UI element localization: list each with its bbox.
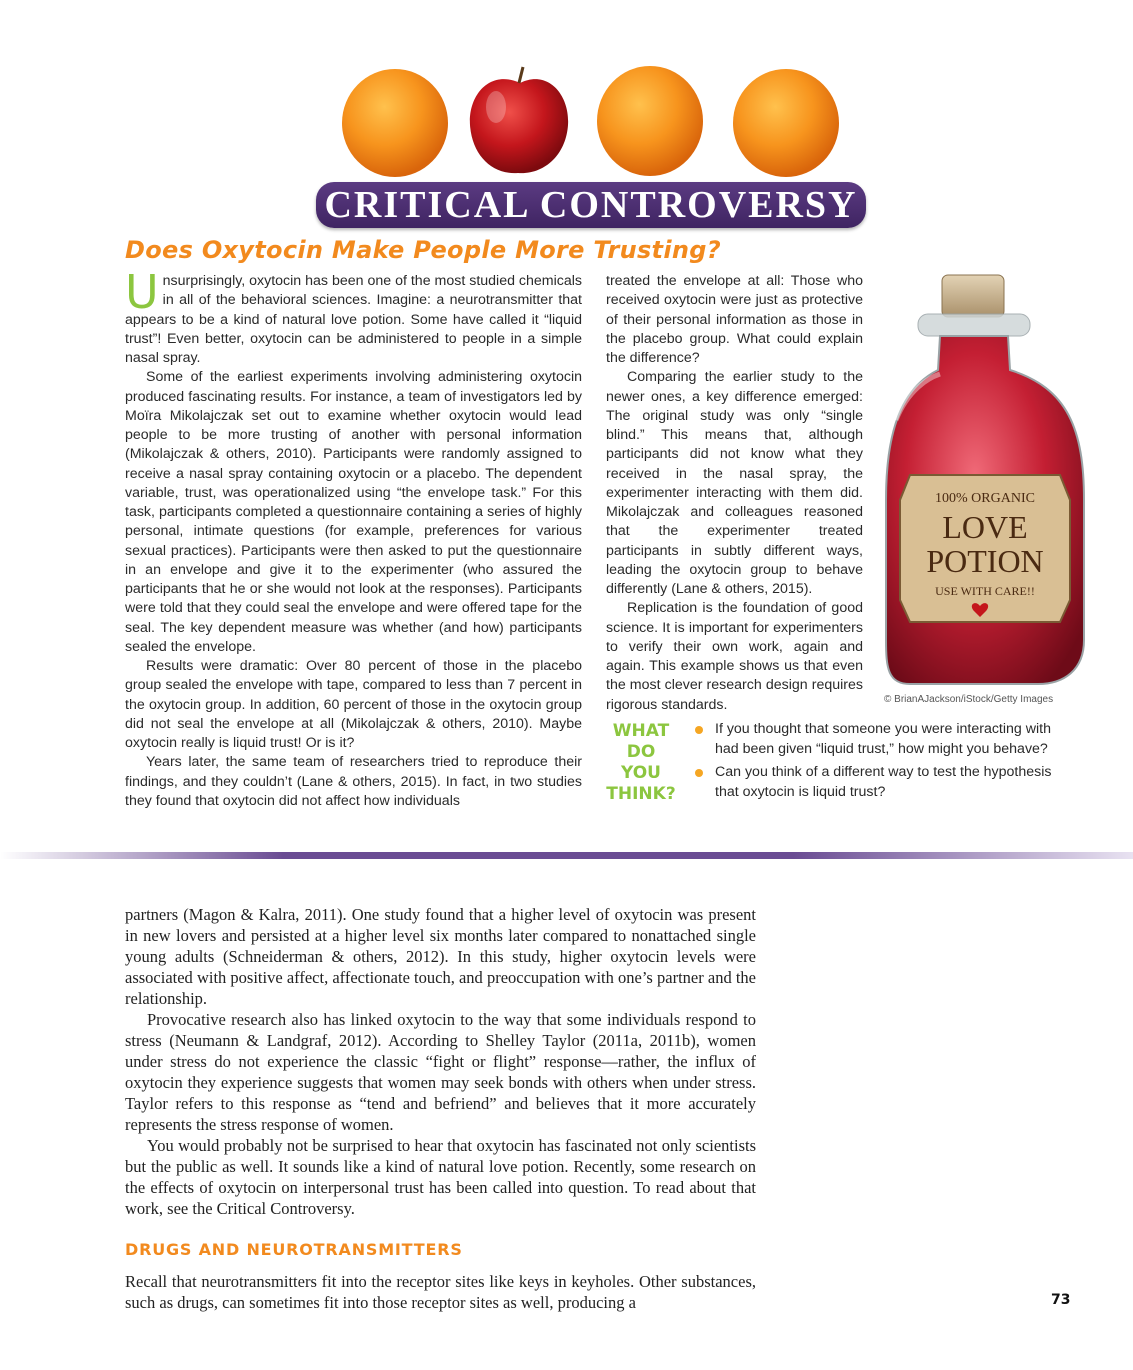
drop-cap: U <box>125 265 159 319</box>
body-paragraph: You would probably not be surprised to hear that oxytocin has fascinated not only scientists but the public as well. It sounds like a kind of natural love potion. Recently, some research on the effects of oxytocin on interpersonal trust has been called into question. To read about that work, see the Critical Controversy. <box>125 1136 756 1218</box>
box-paragraph: Some of the earliest experiments involving administering oxytocin produced fascinating results. For instance, a team of investigators led by Moïra Mikolajczak set out to examine whether oxytocin would lead people to be more trusting of another with personal information (Mikolajczak & others, 2010). Participants were randomly assigned to receive a nasal spray containing oxytocin or a placebo. The dependent variable, trust, was operationalized using “the envelope task.” For this task, participants completed a questionnaire containing a series of highly personal, intimate questions (for example, preferences for various sexual practices). Participants were then asked to put the questionnaire in an envelope and give it to the experimenter (who assured the participants that he or she would not look at the responses). Participants were told that they could seal the envelope and were offered tape for the seal. The key dependent measure was whether (and how) participants sealed the envelope. <box>125 369 582 655</box>
question-item: Can you think of a different way to test the hypothesis that oxytocin is liquid trust? <box>695 763 1065 802</box>
label-use-with-care: USE WITH CARE!! <box>935 584 1035 598</box>
orange-2 <box>597 66 703 176</box>
box-paragraph: Replication is the foundation of good science. It is important for experimenters to verify their own work, again and again. This example shows us that even the most clever research design requires rigorous standards. <box>606 600 863 713</box>
box-paragraph: Results were dramatic: Over 80 percent of those in the placebo group sealed the envelope with tape, compared to less than 7 percent in the oxytocin group. In addition, 60 percent of those in the oxytocin group did not seal the envelope at all (Mikolajczak & others, 2010). Maybe oxytocin really is liquid trust! Or is it? <box>125 658 582 751</box>
box-paragraph: Unsurprisingly, oxytocin has been one of the most studied chemicals in all of the behavioral sciences. Imagine: a neurotransmitter that appears to be a kind of natural love potion. Some have called it “liquid trust”! Even better, oxytocin can be administered to people in a simple nasal spray. <box>125 265 582 366</box>
box-column-1 <box>125 265 582 811</box>
box-column-2 <box>606 272 863 715</box>
question-item: If you thought that someone you were interacting with had been given “liquid trust,” how might you behave? <box>695 720 1065 759</box>
bullet-icon <box>695 726 703 734</box>
orange-3 <box>733 69 839 177</box>
body-paragraph: Recall that neurotransmitters fit into the receptor sites like keys in keyholes. Other substances, such as drugs, can sometimes fit into those receptor sites as well, producing a <box>125 1272 756 1312</box>
label-organic: 100% ORGANIC <box>935 491 1035 506</box>
bottle-label <box>900 475 1070 622</box>
box-paragraph: Comparing the earlier study to the newer ones, a key difference emerged: The original study was only “single blind.” This means that, although participants did not know what they received in the nasal spray, the experimenter interacting with them did. Mikolajczak and colleagues reasoned that the experimenter treated participants in subtly different ways, leading the oxytocin group to behave differently (Lane & others, 2015). <box>606 369 863 597</box>
section-text <box>125 1271 756 1313</box>
page-number: 73 <box>1051 1292 1071 1308</box>
main-text <box>125 904 756 1219</box>
bullet-icon <box>695 769 703 777</box>
section-divider <box>0 852 1133 859</box>
love-potion-bottle-photo <box>878 270 1098 690</box>
what-do-you-think-questions <box>695 720 1065 806</box>
critical-controversy-banner: CRITICAL CONTROVERSY <box>316 182 866 228</box>
section-heading: DRUGS AND NEUROTRANSMITTERS <box>125 1240 463 1259</box>
red-apple <box>470 67 568 173</box>
orange-1 <box>342 69 448 177</box>
photo-credit: © BrianAJackson/iStock/Getty Images <box>884 694 1054 705</box>
body-paragraph: partners (Magon & Kalra, 2011). One study found that a higher level of oxytocin was present in new lovers and persisted at a higher level six months later compared to nonattached single young adults (Schneiderman & others, 2012). In this study, higher oxytocin levels were associated with positive affect, affectionate touch, and preoccupation with one’s partner and the relationship. <box>125 905 756 1008</box>
body-paragraph: Provocative research also has linked oxytocin to the way that some individuals respond to stress (Neumann & Landgraf, 2012). According to Shelley Taylor (2011a, 2011b), women under stress do not experience the classic “fight or flight” response—rather, the influx of oxytocin they experience suggests that women may seek bonds with others when under stress. Taylor refers to this response as “tend and befriend” and believes that it more accurately represents the stress response of women. <box>125 1010 756 1134</box>
label-love: LOVE <box>942 509 1028 545</box>
box-title: Does Oxytocin Make People More Trusting? <box>125 236 721 264</box>
box-paragraph: treated the envelope at all: Those who received oxytocin were just as protective of their personal information as those in the placebo group. What could explain the difference? <box>606 273 863 366</box>
label-potion: POTION <box>926 543 1044 579</box>
what-do-you-think-label: WHAT DO YOU THINK? <box>606 721 676 804</box>
box-paragraph: Years later, the same team of researchers tried to reproduce their findings, and they couldn’t (Lane & others, 2015). In fact, in two studies they found that oxytocin did not affect how individuals <box>125 754 582 809</box>
